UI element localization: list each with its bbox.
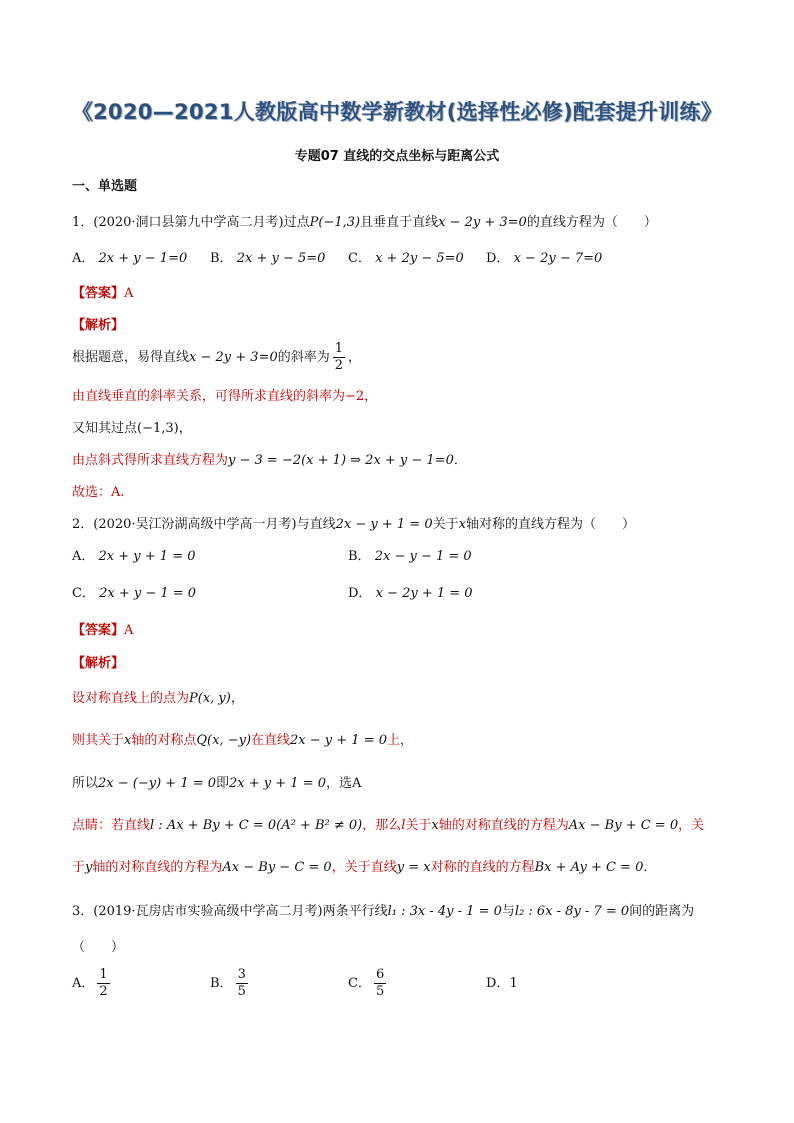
- q2-s3-text-3: ，选A: [326, 776, 362, 791]
- q2-tip2-text-3: ，关于直线: [331, 860, 397, 875]
- q2-tip-x: x: [431, 818, 439, 833]
- q3-option-a-numerator: 1: [99, 967, 108, 982]
- q3-option-a-denominator: 2: [99, 984, 108, 999]
- q2-option-c-label: C．: [72, 586, 95, 601]
- q2-s1-comma: ，: [230, 691, 244, 706]
- q1-option-d-label: D．: [486, 251, 510, 266]
- q2-option-c: [72, 585, 196, 603]
- topic-subtitle: 专题07 直线的交点坐标与距离公式: [294, 149, 500, 164]
- q3-option-c-denominator: 5: [375, 984, 385, 999]
- q2-answer: [72, 622, 133, 640]
- q2-s3-eq2: 2x + y + 1 = 0: [229, 776, 326, 791]
- q2-tip-l: l: [401, 818, 406, 833]
- document-banner-title: 《2020—2021人教版高中数学新教材(选择性必修)配套提升训练》: [71, 100, 723, 124]
- q2-option-a-label: A．: [72, 549, 95, 564]
- q2-option-c-text: 2x + y − 1 = 0: [99, 586, 197, 601]
- q2-line-eq: 2x − y + 1 = 0: [335, 517, 433, 532]
- q2-s1-point: P(x, y): [189, 691, 231, 706]
- q3-option-c-label: C．: [348, 976, 371, 991]
- q2-solution-2: [72, 732, 413, 750]
- q1-option-b: [210, 250, 325, 268]
- q2-s2-text: 则其关于: [72, 733, 125, 748]
- q1-s1-text: 根据题意，易得直线: [72, 350, 190, 365]
- q2-answer-value: A: [124, 623, 134, 638]
- q3-option-b-denominator: 5: [237, 984, 246, 999]
- q3-option-b-label: B．: [210, 976, 233, 991]
- q1-answer-tag: 【答案】: [72, 286, 125, 301]
- q1-line-eq: x − 2y + 3=0: [438, 215, 527, 230]
- q1-s4-text: 由点斜式得所求直线方程为: [72, 453, 229, 468]
- q2-option-b-label: B．: [348, 549, 371, 564]
- q2-s2-line: 2x − y + 1 = 0: [290, 733, 387, 748]
- q1-option-d-text: x − 2y − 7=0: [513, 251, 603, 266]
- q2-option-a: [72, 548, 196, 566]
- q1-option-c-label: C．: [348, 251, 371, 266]
- q2-answer-tag: 【答案】: [72, 623, 125, 638]
- q3-option-c: [348, 966, 389, 1002]
- q3-option-c-fraction: [374, 967, 386, 1000]
- q1-option-b-label: B．: [210, 251, 233, 266]
- q1-option-c-text: x + 2y − 5=0: [375, 251, 464, 266]
- q1-option-a-label: A．: [72, 251, 95, 266]
- q1-s4-period: ．: [453, 453, 467, 468]
- q3-option-b-numerator: 3: [237, 967, 246, 982]
- q2-tip2-eq2: Ax − By − C = 0: [222, 860, 332, 875]
- q2-tip-line-eq: l : Ax + By + C = 0(A² + B² ≠ 0): [150, 818, 363, 833]
- q1-solution-1: [72, 341, 361, 375]
- q2-tip-text-4: 轴的对称直线的方程为: [438, 818, 569, 833]
- q2-tip-eq1: Ax − By + C = 0: [568, 818, 679, 833]
- q2-tip-line-1: [72, 817, 704, 835]
- q2-option-d-label: D．: [348, 586, 372, 601]
- q3-stem-text: 3．(2019·瓦房店市实验高级中学高二月考)两条平行线: [72, 904, 388, 919]
- q2-solution-1: [72, 690, 244, 708]
- q2-tip-text: 点睛：若直线: [72, 818, 151, 833]
- q3-option-d: [486, 975, 518, 993]
- q2-tip-text-3: 关于: [405, 818, 432, 833]
- q2-stem-text-3: 轴对称的直线方程为（ ）: [465, 517, 635, 532]
- q2-tip-line-2: [72, 859, 656, 877]
- q3-stem: [72, 903, 694, 921]
- q1-option-a-text: 2x + y − 1=0: [98, 251, 188, 266]
- q2-tip-text-2: ，那么: [362, 818, 402, 833]
- q3-stem-text-2: 与: [501, 904, 515, 919]
- q2-tip2-text-4: 对称的直线的方程: [430, 860, 535, 875]
- q2-tip-text-5: ，关: [678, 818, 705, 833]
- q1-option-d: [486, 250, 602, 268]
- q1-slope-numerator: 1: [334, 341, 344, 356]
- q2-s2-x: x: [124, 733, 132, 748]
- q2-s2-text-3: 在直线: [251, 733, 291, 748]
- q3-option-a: [72, 966, 113, 1002]
- q2-s2-text-2: 轴的对称点: [131, 733, 197, 748]
- q3-option-a-label: A．: [72, 976, 95, 991]
- q3-option-c-numerator: 6: [375, 967, 385, 982]
- q2-s1-text: 设对称直线上的点为: [72, 691, 190, 706]
- q3-option-b: [210, 966, 251, 1002]
- q2-s3-text: 所以: [72, 776, 99, 791]
- q3-line-l1: l₁ : 3x - 4y - 1 = 0: [387, 904, 502, 919]
- q2-solution-3: [72, 775, 361, 793]
- q2-option-d-text: x − 2y + 1 = 0: [375, 586, 473, 601]
- section-heading: 一、单选题: [72, 179, 138, 194]
- q2-s3-text-2: 即: [216, 776, 230, 791]
- q2-option-d: [348, 585, 473, 603]
- q2-stem-text-2: 关于: [432, 517, 459, 532]
- q1-stem-text: 1．(2020·洞口县第九中学高二月考)过点: [72, 215, 310, 230]
- q1-answer-value: A: [124, 286, 134, 301]
- q1-slope-fraction: [333, 341, 345, 374]
- q1-analysis-tag: 【解析】: [72, 318, 125, 333]
- q1-solution-3: [72, 420, 192, 438]
- q1-s3-text-2: ，: [178, 421, 192, 436]
- q2-stem-text: 2．(2020·吴江汾湖高级中学高一月考)与直线: [72, 517, 336, 532]
- q2-tip2-period: ．: [643, 860, 657, 875]
- q1-solution-5: 故选：A．: [72, 485, 134, 500]
- q2-s3-eq1: 2x − (−y) + 1 = 0: [98, 776, 217, 791]
- q1-option-b-text: 2x + y − 5=0: [236, 251, 326, 266]
- q3-option-d-label: D．: [486, 976, 510, 991]
- q3-option-d-text: 1: [509, 976, 518, 991]
- q2-analysis-tag: 【解析】: [72, 656, 125, 671]
- q3-line-l2: l₂ : 6x - 8y - 7 = 0: [514, 904, 630, 919]
- q1-solution-2: 由直线垂直的斜率关系，可得所求直线的斜率为−2，: [72, 389, 378, 404]
- q2-tip2-yx: y = x: [396, 860, 431, 875]
- q1-stem-text-2: 且垂直于直线: [360, 215, 439, 230]
- q2-s2-point: Q(x, −y): [196, 733, 252, 748]
- q1-solution-4: [72, 452, 467, 470]
- q1-slope-denominator: 2: [334, 358, 344, 373]
- q2-stem-x: x: [458, 517, 466, 532]
- q3-option-b-fraction: [236, 967, 248, 1000]
- q2-option-a-text: 2x + y + 1 = 0: [98, 549, 196, 564]
- q2-option-b: [348, 548, 472, 566]
- q1-option-a: [72, 250, 187, 268]
- q2-stem: [72, 516, 635, 534]
- q1-s4-equation: y − 3 = −2(x + 1) ⇒ 2x + y − 1=0: [228, 453, 454, 468]
- q3-paren: （ ）: [72, 940, 125, 955]
- q2-s2-text-4: 上，: [387, 733, 414, 748]
- q1-s3-point: (−1,3): [137, 421, 179, 436]
- q1-point: P(−1,3): [309, 215, 361, 230]
- q1-stem-text-3: 的直线方程为（ ）: [526, 215, 657, 230]
- q2-tip2-eq3: Bx + Ay + C = 0: [534, 860, 644, 875]
- q2-tip2-y: y: [85, 860, 93, 875]
- q1-s1-text-3: ，: [348, 350, 362, 365]
- q1-s1-text-2: 的斜率为: [277, 350, 330, 365]
- q3-stem-text-3: 间的距离为: [629, 904, 695, 919]
- q1-s3-text: 又知其过点: [72, 421, 138, 436]
- q2-tip2-text: 于: [72, 860, 86, 875]
- q1-stem: [72, 214, 657, 232]
- q1-option-c: [348, 250, 464, 268]
- q3-option-a-fraction: [97, 967, 109, 1000]
- q1-s1-line: x − 2y + 3=0: [189, 350, 278, 365]
- q2-option-b-text: 2x − y − 1 = 0: [374, 549, 472, 564]
- q2-tip2-text-2: 轴的对称直线的方程为: [92, 860, 223, 875]
- q1-answer: [72, 285, 133, 303]
